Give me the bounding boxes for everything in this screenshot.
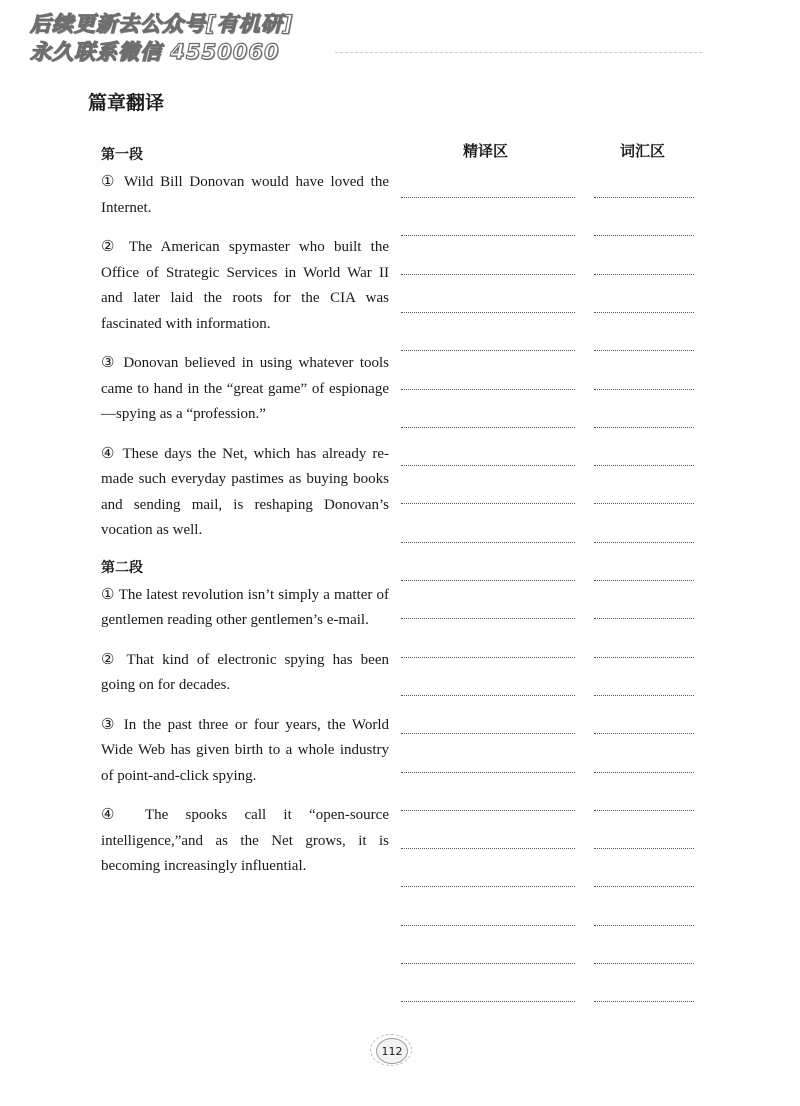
vocab-line [594,618,694,619]
translation-line [401,695,575,696]
watermark-line-2: 永久联系微信 4550060 [30,40,280,64]
vocab-line [594,580,694,581]
translation-line [401,542,575,543]
translation-line [401,312,575,313]
sentence: ④ These days the Net, which has already re-made such everyday pastimes as buying books and sending mail, is reshaping Donovan’s vocation as well. [101,445,389,538]
vocab-line [594,695,694,696]
vocab-line [594,235,694,236]
sentence: ④ The spooks call it “open-source intelligence,”and as the Net grows, it is becoming increasingly influential. [101,807,389,874]
translation-line [401,197,575,198]
translation-line [401,1001,575,1002]
paragraph-heading: 第二段 [101,559,143,576]
translation-line [401,886,575,887]
translation-line [401,657,575,658]
vocab-line [594,274,694,275]
translation-line [401,580,575,581]
sentence: ② That kind of electronic spying has been going on for decades. [101,651,389,693]
vocab-line [594,542,694,543]
sentence: ① The latest revolution isn’t simply a matter of gentlemen reading other gentlemen’s e-mail. [101,586,389,628]
vocab-line [594,886,694,887]
vocab-line [594,427,694,428]
sentence: ③ Donovan believed in using whatever tools came to hand in the “great game” of espionage—spying as a “profession.” [101,355,389,422]
vocab-line [594,963,694,964]
translation-line [401,733,575,734]
translation-line [401,389,575,390]
source-text-column [101,145,389,894]
watermark-line-1: 后续更新去公众号[有机研] [30,12,294,36]
translation-line [401,274,575,275]
translation-line [401,848,575,849]
vocab-line [594,848,694,849]
vocab-line [594,925,694,926]
sentence: ③ In the past three or four years, the World Wide Web has given birth to a whole industry of point-and-click spying. [101,716,389,784]
translation-line [401,503,575,504]
translation-line [401,963,575,964]
vocab-line [594,657,694,658]
translation-line [401,235,575,236]
header-divider [335,52,702,53]
vocab-line [594,1001,694,1002]
translation-line [401,350,575,351]
paragraph-1 [101,145,389,544]
vocab-line [594,465,694,466]
sentence: ② The American spymaster who built the Office of Strategic Services in World War II and later laid the roots for the CIA was fascinated with information. [101,239,389,332]
translation-line [401,925,575,926]
vocab-line [594,350,694,351]
sentence: ① Wild Bill Donovan would have loved the Internet. [101,174,389,216]
section-title: 篇章翻译 [88,92,165,114]
translation-line [401,427,575,428]
translation-line [401,772,575,773]
vocab-line [594,503,694,504]
translation-line [401,465,575,466]
translation-line [401,810,575,811]
vocab-line [594,197,694,198]
translate-area-heading: 精译区 [463,142,509,160]
vocab-area-heading: 词汇区 [620,142,666,160]
translation-line [401,618,575,619]
vocab-line [594,733,694,734]
vocab-line [594,389,694,390]
paragraph-heading: 第一段 [101,147,143,163]
vocab-line [594,312,694,313]
page-number: 112 [376,1038,408,1064]
vocab-line [594,810,694,811]
vocab-line [594,772,694,773]
paragraph-2 [101,558,389,880]
